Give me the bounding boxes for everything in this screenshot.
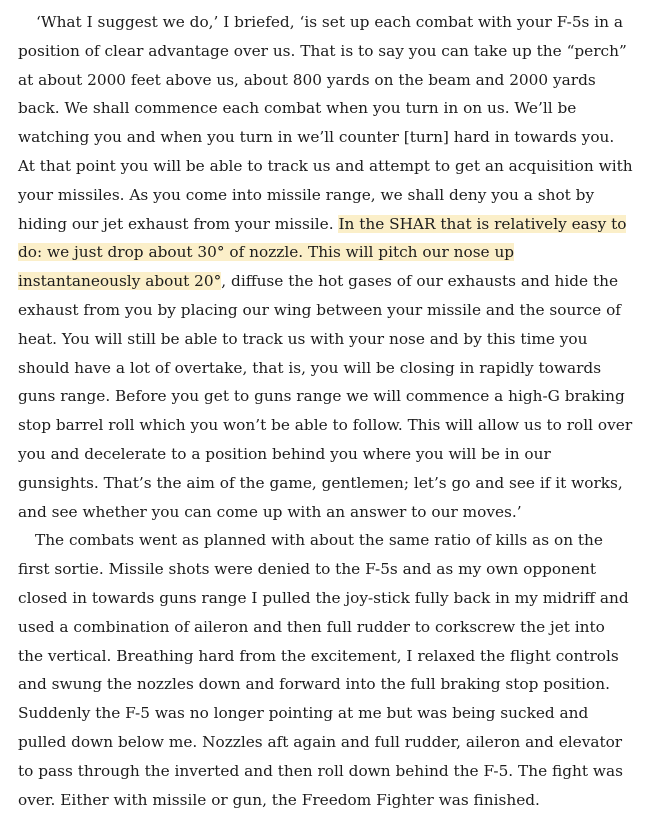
paragraph-briefing-text-end: , diffuse the hot gases of our exhausts and hide the exhaust from you by placing our wing between your missile and the source of heat. You will still be able to track us with your nose and by this time you should have a lot of overtake, that is, you will be closing in rapidly towards guns range. Before you get to guns range we will commence a high-G braking stop barrel roll which you won’t be able to follow. This will allow us to roll over you and decelerate to a position behind you where you will be in our gunsights. That’s the aim of the game, gentlemen; let’s go and see if it works, and see whether you can come up with an answer to our moves.’ <box>18 272 633 521</box>
paragraph-briefing-text-start: ‘What I suggest we do,’ I briefed, ‘is set up each combat with your F-5s in a position of clear advantage over us. That is to say you can take up the “perch” at about 2000 feet above us, about 800 yards on the beam and 2000 yards back. We shall commence each combat when you turn in on us. We’ll be watching you and when you turn in we’ll counter [turn] hard in towards you. At that point you will be able to track us and attempt to get an acquisition with your missiles. As you come into missile range, we shall deny you a shot by hiding our jet exhaust from your missile. <box>18 13 633 233</box>
paragraph-combat-outcome: The combats went as planned with about the same ratio of kills as on the first sortie. Missile shots were denied to the F-5s and as my own opponent closed in towards guns range I pulled the joy-stick fully back in my midriff and used a combination of aileron and then full rudder to corkscrew the jet into the vertical. Breathing hard from the excitement, I relaxed the flight controls and swung the nozzles down and forward into the full braking stop position. Suddenly the F-5 was no longer pointing at me but was being sucked and pulled down below me. Nozzles aft again and full rudder, aileron and elevator to pass through the inverted and then roll down behind the F-5. The fight was over. Either with missile or gun, the Freedom Fighter was finished. <box>18 531 629 809</box>
paragraph-briefing <box>18 8 634 526</box>
highlighted-passage[interactable]: In the SHAR that is relatively easy to do: we just drop about 30° of nozzle. This will pitch our nose up instantaneously about 20° <box>18 214 627 291</box>
